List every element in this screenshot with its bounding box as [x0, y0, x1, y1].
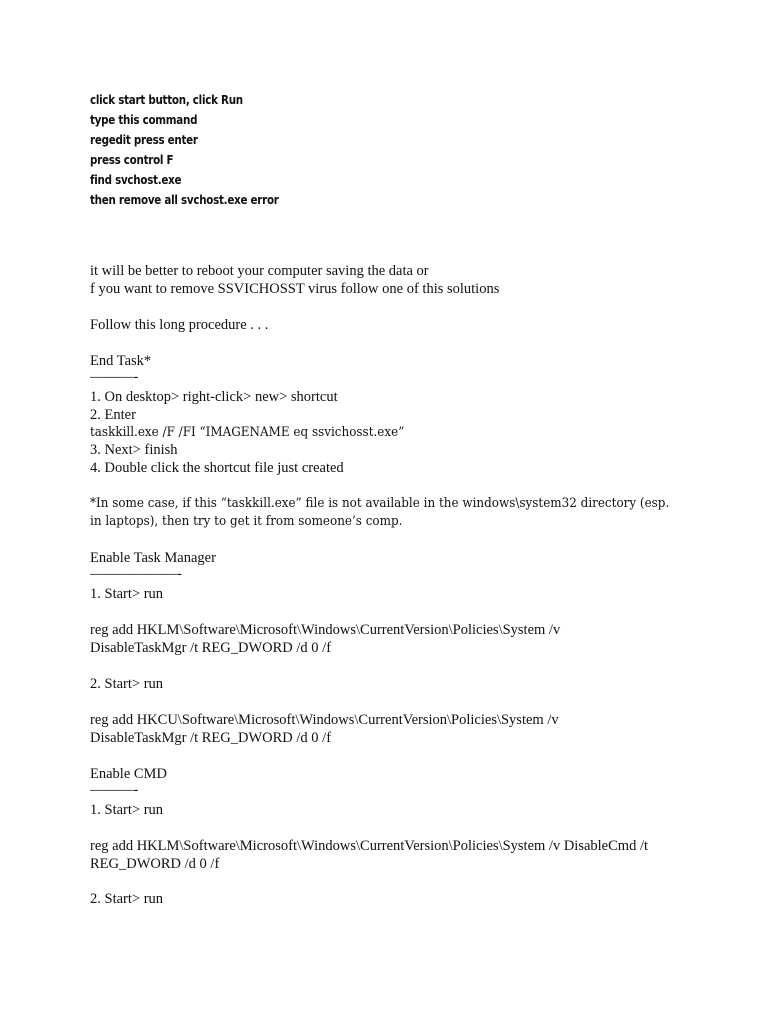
- command-line: DisableTaskMgr /t REG_DWORD /d 0 /f: [90, 640, 332, 656]
- instruction-line: then remove all svchost.exe error: [90, 193, 279, 207]
- command-line: DisableTaskMgr /t REG_DWORD /d 0 /f: [90, 730, 332, 746]
- intro-line: f you want to remove SSVICHOSST virus follow one of this solutions: [90, 281, 500, 297]
- section-heading-end-task: End Task*: [90, 353, 152, 369]
- section-rule: ——————-: [90, 566, 182, 582]
- instruction-line: regedit press enter: [90, 133, 198, 147]
- step-line: 2. Enter: [90, 407, 136, 423]
- instruction-line: click start button, click Run: [90, 93, 243, 107]
- note-line: in laptops), then try to get it from someone’s comp.: [90, 514, 403, 529]
- step-line: 4. Double click the shortcut file just created: [90, 460, 344, 476]
- command-line: REG_DWORD /d 0 /f: [90, 856, 220, 872]
- step-line: 1. On desktop> right-click> new> shortcut: [90, 389, 338, 405]
- intro-line: it will be better to reboot your computer saving the data or: [90, 263, 429, 279]
- step-line: 2. Start> run: [90, 891, 164, 907]
- step-line: 2. Start> run: [90, 676, 164, 692]
- command-line: reg add HKLM\Software\Microsoft\Windows\CurrentVersion\Policies\System /v: [90, 622, 561, 638]
- command-line: reg add HKCU\Software\Microsoft\Windows\CurrentVersion\Policies\System /v: [90, 712, 559, 728]
- command-line: taskkill.exe /F /FI “IMAGENAME eq ssvichosst.exe”: [90, 425, 405, 440]
- step-line: 1. Start> run: [90, 586, 164, 602]
- command-line: reg add HKLM\Software\Microsoft\Windows\CurrentVersion\Policies\System /v DisableCmd /t: [90, 838, 649, 854]
- instruction-line: press control F: [90, 153, 174, 167]
- instruction-line: find svchost.exe: [90, 173, 182, 187]
- note-line: *In some case, if this “taskkill.exe” file is not available in the windows\system32 directory (esp.: [90, 496, 670, 511]
- section-heading-enable-cmd: Enable CMD: [90, 766, 167, 782]
- section-heading-task-manager: Enable Task Manager: [90, 550, 216, 566]
- procedure-intro: Follow this long procedure . . .: [90, 317, 269, 333]
- instruction-line: type this command: [90, 113, 198, 127]
- section-rule: ———-: [90, 369, 139, 385]
- step-line: 1. Start> run: [90, 802, 164, 818]
- section-rule: ———-: [90, 782, 139, 798]
- step-line: 3. Next> finish: [90, 442, 178, 458]
